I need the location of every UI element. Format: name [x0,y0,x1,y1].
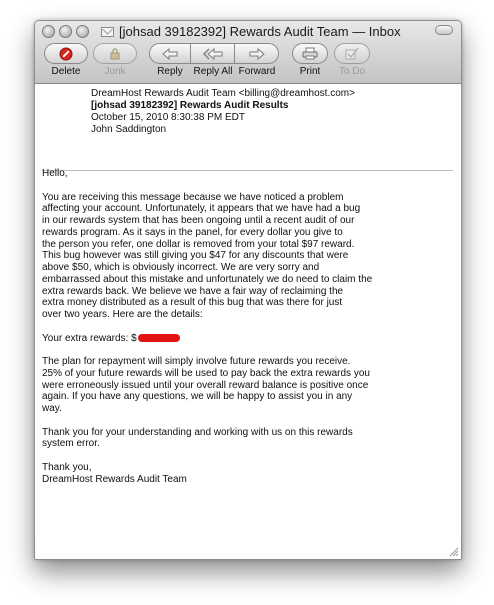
body-line: extra money distributed as a result of this bug that was there for just [42,297,343,309]
junk-button[interactable] [93,43,137,77]
window-title-group [101,24,401,39]
reply-icon [162,48,178,60]
body-line: the person you refer, one dollar is removed from your total $97 reward. [42,238,355,250]
toolbar-toggle-button[interactable] [435,25,453,35]
greeting: Hello, [42,168,68,179]
delete-icon [59,47,73,61]
reply-all-button-shape[interactable] [191,43,235,64]
resize-grip-icon[interactable] [447,545,459,557]
subject-value: [johsad 39182392] Rewards Audit Results [91,100,289,111]
forward-label: Forward [238,66,276,77]
delete-button[interactable] [44,43,88,77]
body-line: extra rewards back. We believe we have a fair way of reclaiming the [42,285,344,297]
reply-button-shape[interactable] [149,43,191,64]
body-line: system error. [42,438,100,450]
body-line: above $50, which is obviously incorrect. We are very sorry and [42,262,320,273]
reply-all-label: Reply All [193,66,233,77]
print-button-shape[interactable] [292,43,328,64]
body-line: Thank you for your understanding and working with us on this rewards [42,426,353,438]
body-line: 25% of your future rewards will be used to pay back the extra rewards you [42,367,370,379]
reply-all-icon [203,48,223,60]
reply-label: Reply [157,66,183,77]
forward-button-shape[interactable] [235,43,279,64]
junk-icon [108,47,122,61]
date-value: October 15, 2010 8:30:38 PM EDT [91,112,245,123]
close-window-button[interactable] [42,25,55,38]
todo-label: To Do [338,66,366,77]
delete-label: Delete [51,66,81,77]
paragraph-repayment [42,356,452,415]
body-line: in our rewards system that has been ongoing until a recent audit of our [42,215,355,226]
print-icon [302,47,318,60]
zoom-window-button[interactable] [76,25,89,38]
body-line: over two years. Here are the details: [42,309,203,320]
delete-button-shape[interactable] [44,43,88,64]
paragraph-thanks [42,427,452,451]
body-line: way. [42,403,62,414]
junk-label: Junk [104,66,126,77]
forward-button[interactable] [235,43,279,77]
body-line: again. If you have any questions, we will be happy to assist you in any [42,391,353,403]
redaction-mark [138,334,180,342]
toolbar [35,21,461,84]
window-title: [johsad 39182392] Rewards Audit Team — Inbox [119,24,401,39]
paragraph-explanation [42,192,452,321]
envelope-icon [101,27,114,37]
signature [42,462,452,486]
reply-button[interactable] [149,43,191,77]
body-line: You are receiving this message because we have noticed a problem [42,191,344,203]
mail-window [34,20,462,560]
signature-line: DreamHost Rewards Audit Team [42,473,187,485]
print-button[interactable] [292,43,328,77]
body-line: rewards program. As it says in the panel, for every dollar you give to [42,226,343,238]
extra-rewards-line [42,333,452,345]
from-value[interactable]: DreamHost Rewards Audit Team <billing@dreamhost.com> [91,88,355,99]
to-value[interactable]: John Saddington [91,124,167,135]
todo-button-shape[interactable] [334,43,370,64]
body-line: affecting your account. Unfortunately, it appears that we have had a bug [42,203,361,215]
message-body [42,168,452,485]
title-bar[interactable] [35,21,461,43]
extra-rewards-label: Your extra rewards: $ [42,332,137,344]
forward-icon [249,48,265,60]
body-line: embarrassed about this mistake and unfortunately we do need to claim the [42,273,373,285]
reply-all-button[interactable] [191,43,235,77]
print-label: Print [299,66,321,77]
minimize-window-button[interactable] [59,25,72,38]
signature-line: Thank you, [42,461,92,473]
body-line: This bug however was still giving you $47 for any discounts that were [42,250,349,262]
body-line: The plan for repayment will simply involve future rewards you receive. [42,356,351,367]
junk-button-shape[interactable] [93,43,137,64]
body-line: were erroneously issued until your overall reward balance is positive once [42,379,369,391]
todo-button[interactable] [334,43,370,77]
todo-icon [345,47,359,60]
